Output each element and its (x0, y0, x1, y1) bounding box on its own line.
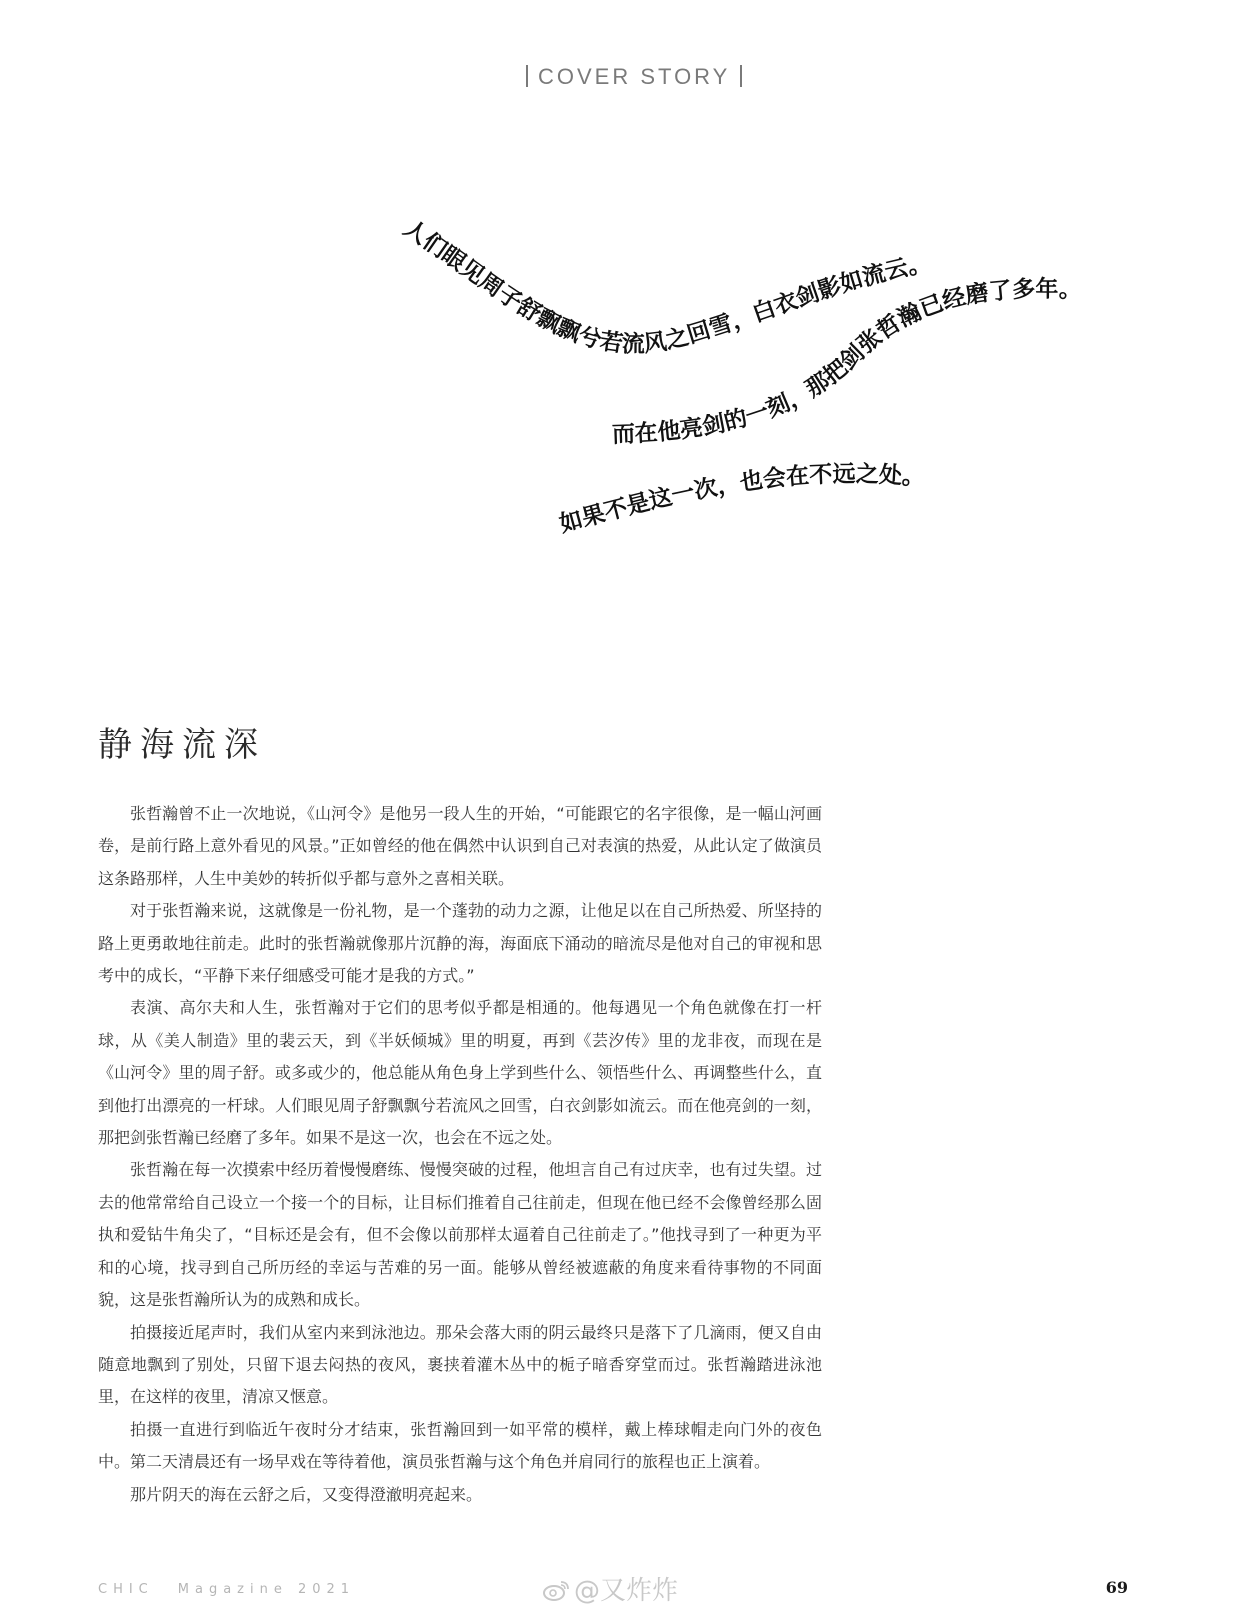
paragraph: 张哲瀚在每一次摸索中经历着慢慢磨练、慢慢突破的过程，他坦言自己有过庆幸，也有过失望。过去的他常常给自己设立一个接一个的目标，让目标们推着自己往前走，但现在他已经不会像曾经那么固执和爱钻牛角尖了，“目标还是会有，但不会像以前那样太逼着自己往前走了。”他找寻到了一种更为平和的心境，找寻到自己所历经的幸运与苦难的另一面。能够从曾经被遮蔽的角度来看待事物的不同面貌，这是张哲瀚所认为的成熟和成长。 (98, 1160, 822, 1310)
watermark (542, 1570, 678, 1607)
paragraph: 那片阴天的海在云舒之后，又变得澄澈明亮起来。 (130, 1484, 483, 1504)
watermark-text: @又炸炸 (574, 1576, 679, 1606)
paragraph: 张哲瀚曾不止一次地说，《山河令》是他另一段人生的开始，“可能跟它的名字很像，是一幅山河画卷，是前行路上意外看见的风景。”正如曾经的他在偶然中认识到自己对表演的热爱，从此认定了做演员这条路那样，人生中美妙的转折似乎都与意外之喜相关联。 (98, 804, 822, 888)
paragraph: 表演、高尔夫和人生，张哲瀚对于它们的思考似乎都是相通的。他每遇见一个角色就像在打一杆球，从《美人制造》里的裴云天，到《半妖倾城》里的明夏，再到《芸汐传》里的龙非夜，而现在是《山河令》里的周子舒。或多或少的，他总能从角色身上学到些什么、领悟些什么、再调整些什么，直到他打出漂亮的一杆球。人们眼见周子舒飘飘兮若流风之回雪，白衣剑影如流云。而在他亮剑的一刻，那把剑张哲瀚已经磨了多年。如果不是这一次，也会在不远之处。 (98, 998, 822, 1148)
magazine-year: Magazine 2021 (177, 1582, 356, 1597)
section-tag-label: COVER STORY (538, 64, 731, 89)
pull-quote-line-3: 如果不是这一次，也会在不远之处。 (556, 461, 927, 538)
pull-quote (0, 0, 1236, 620)
paragraph: 对于张哲瀚来说，这就像是一份礼物，是一个蓬勃的动力之源，让他足以在自己所热爱、所坚持的路上更勇敢地往前走。此时的张哲瀚就像那片沉静的海，海面底下涌动的暗流尽是他对自己的审视和思考中的成长，“平静下来仔细感受可能才是我的方式。” (98, 901, 822, 986)
pull-quote-line-1: 人们眼见周子舒飘飘兮若流风之回雪，白衣剑影如流云。 (398, 215, 933, 358)
paragraph: 拍摄接近尾声时，我们从室内来到泳池边。那朵会落大雨的阴云最终只是落下了几滴雨，便又自由随意地飘到了别处，只留下退去闷热的夜风，裹挟着灌木丛中的栀子暗香穿堂而过。张哲瀚踏进泳池里，在这样的夜里，清凉又惬意。 (98, 1322, 822, 1407)
page-number: 69 (1105, 1578, 1128, 1597)
magazine-footer (98, 1582, 355, 1597)
weibo-icon (542, 1579, 570, 1601)
paragraph: 拍摄一直进行到临近午夜时分才结束，张哲瀚回到一如平常的模样，戴上棒球帽走向门外的夜色中。第二天清晨还有一场早戏在等待着他，演员张哲瀚与这个角色并肩同行的旅程也正上演着。 (98, 1419, 822, 1472)
article-body (98, 798, 822, 1511)
article-heading: 静海流深 (98, 725, 266, 765)
magazine-name: CHIC (98, 1582, 154, 1597)
pull-quote-line-2: 而在他亮剑的一刻，那把剑张哲瀚已经磨了多年。 (611, 276, 1083, 449)
